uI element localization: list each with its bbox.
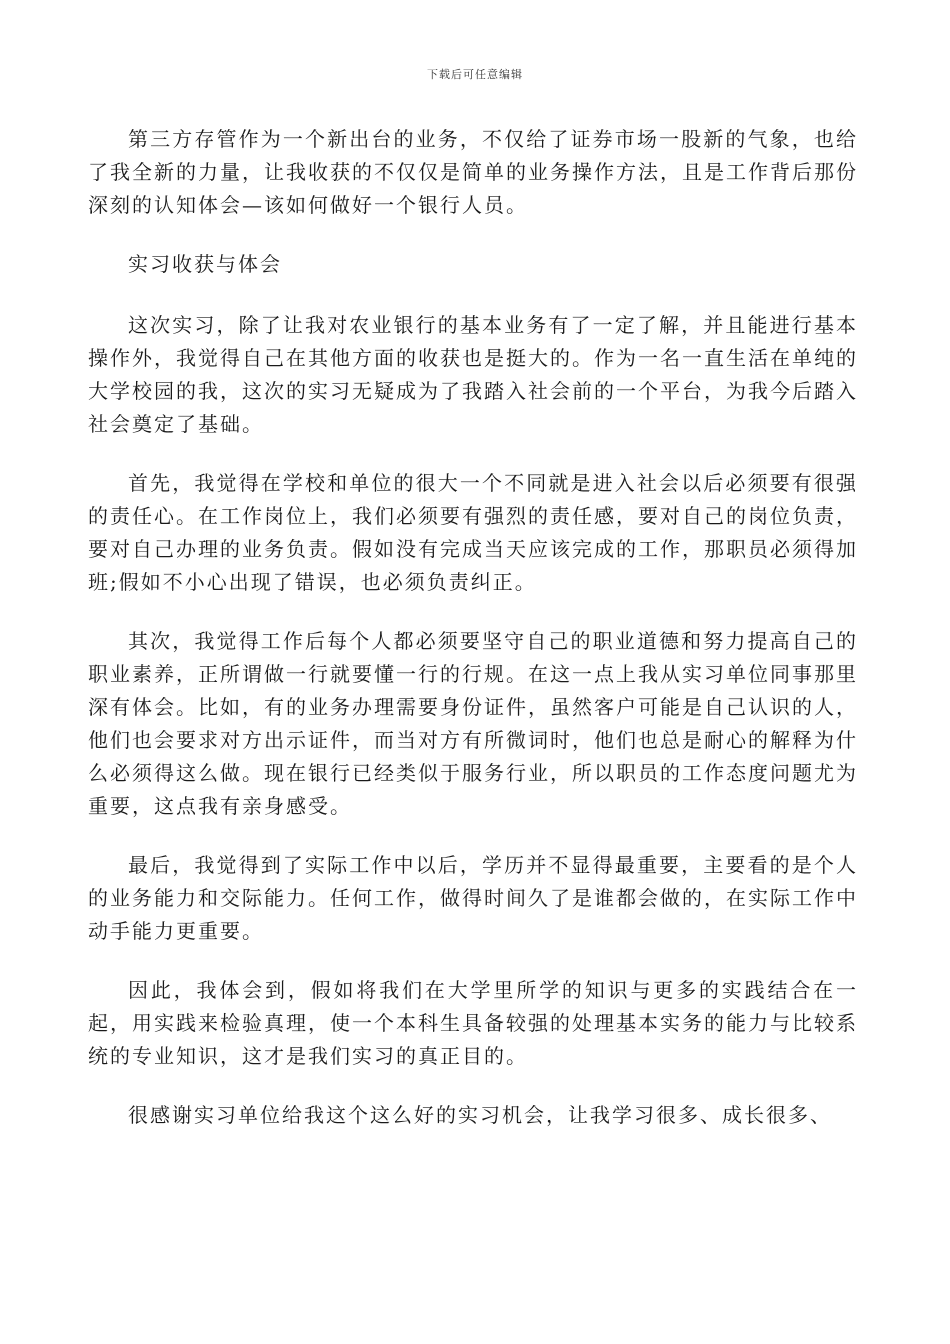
section-heading: 实习收获与体会: [128, 252, 282, 276]
document-body: [88, 123, 858, 1158]
paragraph-intro: 第三方存管作为一个新出台的业务，不仅给了证券市场一股新的气象，也给了我全新的力量，让我收获的不仅仅是简单的业务操作方法，且是工作背后那份深刻的认知体会—该如何做好一个银行人员。: [88, 127, 858, 217]
paragraph-last: 最后，我觉得到了实际工作中以后，学历并不显得最重要，主要看的是个人的业务能力和交际能力。任何工作，做得时间久了是谁都会做的，在实际工作中动手能力更重要。: [88, 853, 858, 943]
paragraph-first: 首先，我觉得在学校和单位的很大一个不同就是进入社会以后必须要有很强的责任心。在工作岗位上，我们必须要有强烈的责任感，要对自己的岗位负责，要对自己办理的业务负责。假如没有完成当天应该完成的工作，那职员必须得加班;假如不小心出现了错误，也必须负责纠正。: [88, 471, 858, 594]
paragraph-second: 其次，我觉得工作后每个人都必须要坚守自己的职业道德和努力提高自己的职业素养，正所谓做一行就要懂一行的行规。在这一点上我从实习单位同事那里深有体会。比如，有的业务办理需要身份证件，虽然客户可能是自己认识的人，他们也会要求对方出示证件，而当对方有所微词时，他们也总是耐心的解释为什么必须得这么做。现在银行已经类似于服务行业，所以职员的工作态度问题尤为重要，这点我有亲身感受。: [88, 629, 858, 818]
paragraph-thanks: 很感谢实习单位给我这个这么好的实习机会，让我学习很多、成长很多、: [128, 1103, 832, 1127]
paragraph-conclusion: 因此，我体会到，假如将我们在大学里所学的知识与更多的实践结合在一起，用实践来检验真理，使一个本科生具备较强的处理基本实务的能力与比较系统的专业知识，这才是我们实习的真正目的。: [88, 978, 858, 1068]
paragraph-internship: 这次实习，除了让我对农业银行的基本业务有了一定了解，并且能进行基本操作外，我觉得自己在其他方面的收获也是挺大的。作为一名一直生活在单纯的大学校园的我，这次的实习无疑成为了我踏入社会前的一个平台，为我今后踏入社会奠定了基础。: [88, 313, 858, 436]
page-header: 下载后可任意编辑: [427, 68, 523, 81]
